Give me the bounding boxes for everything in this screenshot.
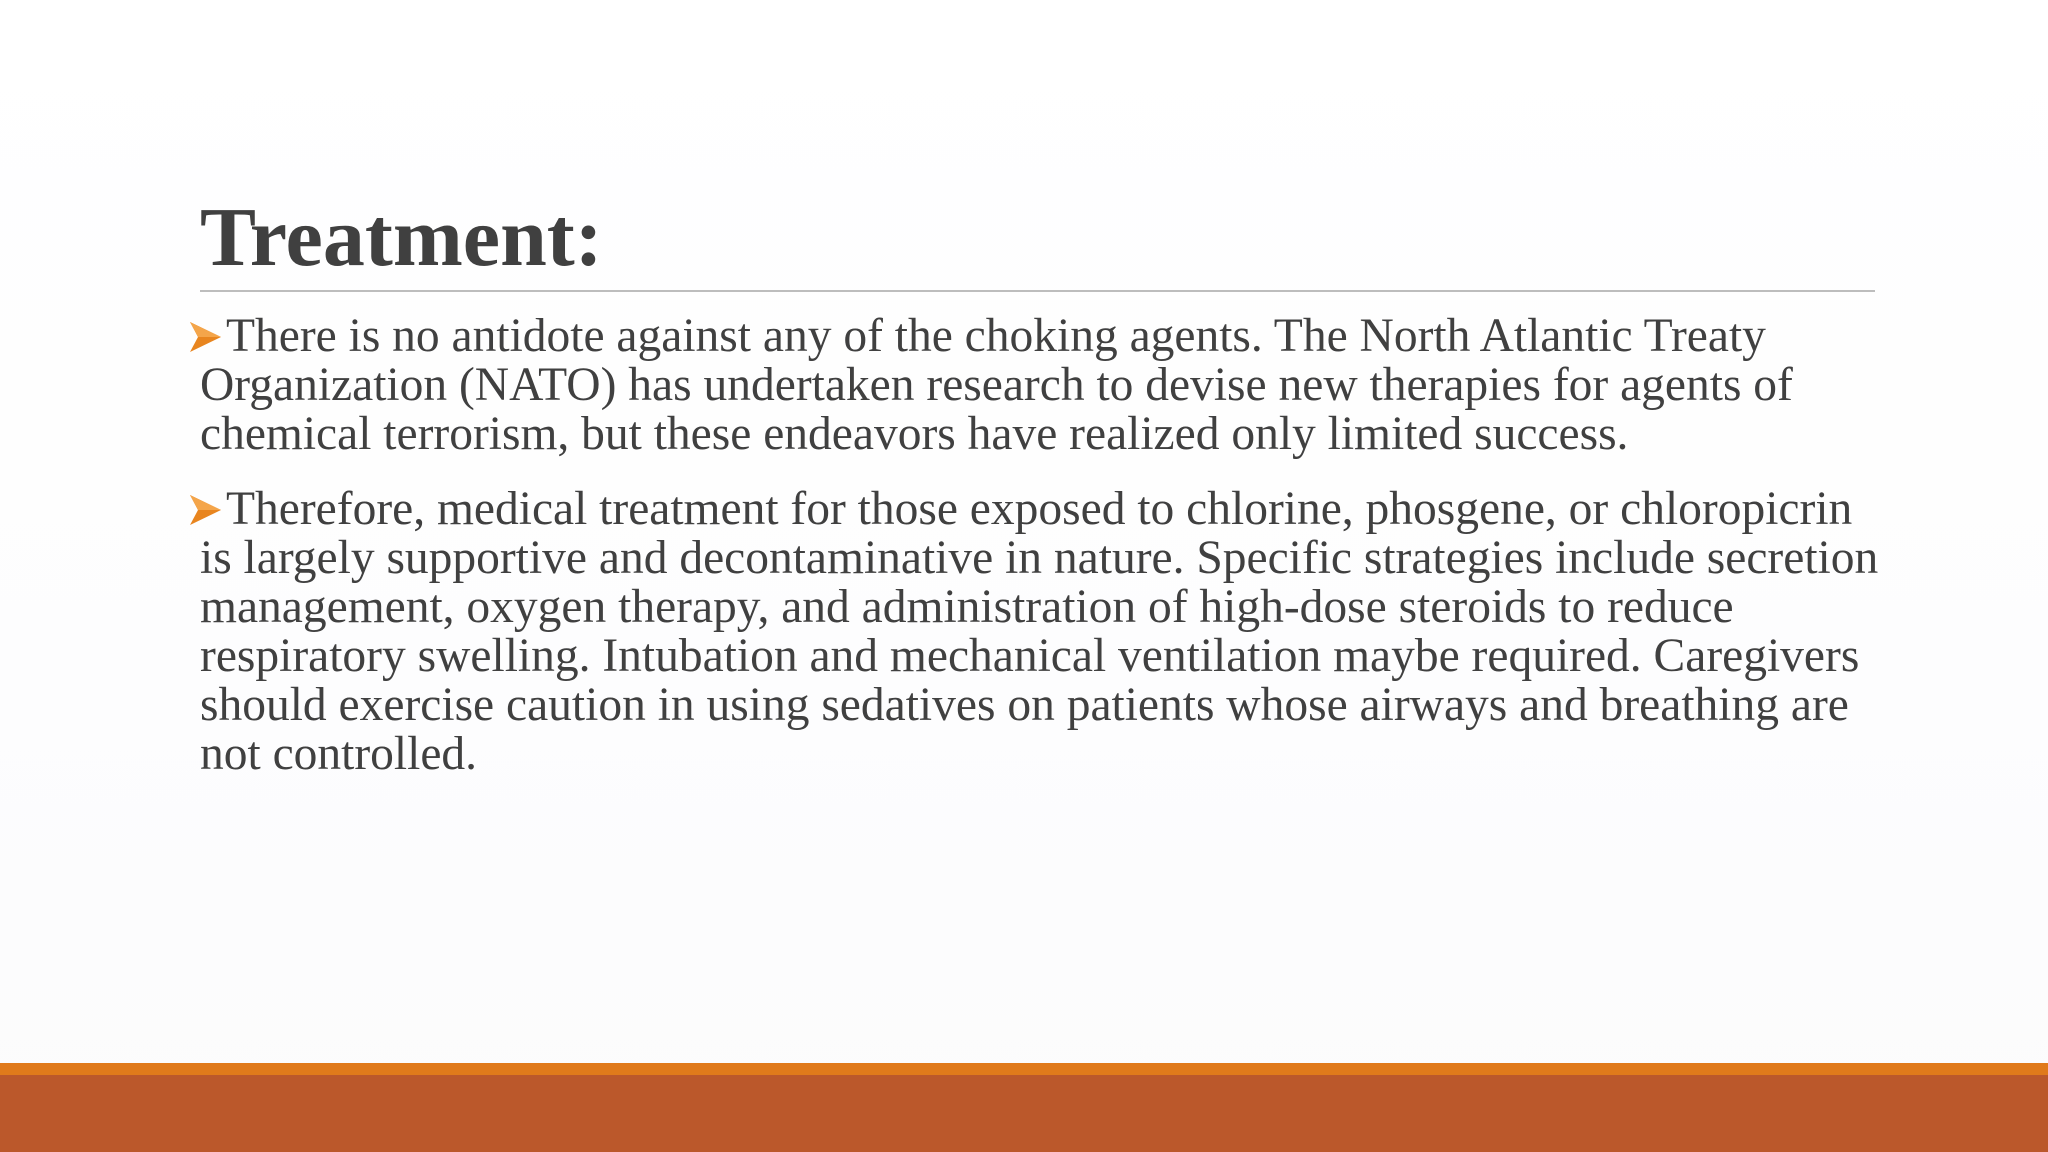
bullet-item — [200, 312, 1890, 459]
bullet-text: Therefore, medical treatment for those exposed to chlorine, phosgene, or chloropicrin is largely supportive and decontaminative in nature. Specific strategies include secretion management, oxygen therapy, and administration of high-dose steroids to reduce respiratory swelling. Intubation and mechanical ventilation maybe required. Caregivers should exercise caution in using sedatives on patients whose airways and breathing are not controlled. — [200, 483, 1879, 780]
bullet-text: There is no antidote against any of the choking agents. The North Atlantic Treaty Organization (NATO) has undertaken research to devise new therapies for agents of chemical terrorism, but these endeavors have realized only limited success. — [200, 310, 1793, 460]
bullet-list — [200, 312, 1890, 805]
title-divider — [200, 290, 1875, 292]
footer-accent-stripe — [0, 1063, 2048, 1075]
arrow-bullet-icon — [188, 491, 224, 529]
bullet-item — [200, 485, 1890, 779]
footer-band — [0, 1075, 2048, 1152]
slide-title: Treatment: — [200, 191, 603, 284]
arrow-bullet-icon — [188, 318, 224, 356]
